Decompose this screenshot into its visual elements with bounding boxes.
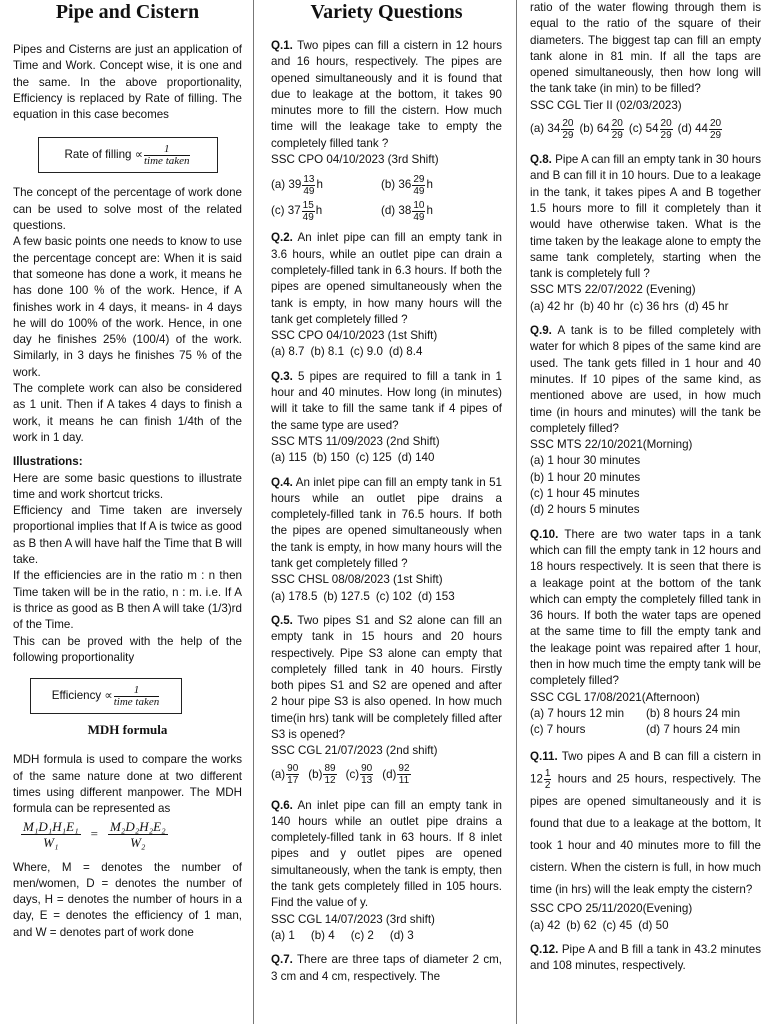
paragraph-efficiency: Efficiency and Time taken are inversely proportional implies that If A is twice as good as B then A will have half the Time that B will take.: [13, 504, 242, 567]
question-number: Q.9.: [530, 324, 552, 338]
paragraph-illustrate: Here are some basic questions to illustrate time and work shortcut tricks.: [13, 471, 242, 501]
mdh-right-fraction: $\frac{\text{M₂D₂H₂E₂}}{\text{W₂}}$: [109, 819, 166, 851]
question-text: 5 pipes are required to fill a tank in 1 hour and 40 minutes. How long (in minutes) will it take to fill the same tank if 4 pipes of the same type are used?: [271, 369, 502, 432]
question-source: SSC CGL 21/07/2023 (2nd shift): [271, 744, 438, 758]
option-c: (c) $\frac{90}{13}$: [345, 763, 373, 787]
paragraph-mdh-legend: Where, M = denotes the number of men/women, D = denotes the number of days, H = denotes the number of hours in a day, E = denotes the efficiency of 1 man, and W = denotes part of work done: [13, 860, 242, 939]
question-source: SSC CGL Tier II (02/03/2023): [530, 98, 682, 112]
question-options: [271, 760, 502, 790]
question-text: Two pipes S1 and S2 alone can fill an empty tank in 15 hours and 20 hours respectively. Pipe S3 alone can empty that completely filled tank in 40 hours. Firstly both pipes S1 and S2 are opened and after 2 hour pipe S3 is also opened. In how much time(in hrs) tank will be completely filled after S3 is opened?: [271, 613, 502, 741]
question-options: (a) 178.5 (b) 127.5 (c) 102 (d) 153: [271, 589, 455, 603]
question-1: [271, 38, 502, 224]
question-number: Q.10.: [530, 527, 559, 541]
question-number: Q.3.: [271, 369, 293, 383]
question-12: [530, 942, 761, 975]
column-theory: [13, 0, 242, 1024]
question-number: Q.2.: [271, 231, 293, 245]
paragraph-proportionality: This can be proved with the help of the following proportionality: [13, 634, 242, 664]
option-b: (b) 8 hours 24 min: [646, 706, 741, 720]
question-9: [530, 323, 761, 519]
column-questions-2: [530, 0, 761, 1024]
option-d: (d) 44 $\frac{20}{29}$: [677, 117, 722, 141]
option-c: (c) 1 hour 45 minutes: [530, 487, 640, 501]
question-source: SSC CPO 25/11/2020(Evening): [530, 902, 693, 916]
question-options: (a) 115 (b) 150 (c) 125 (d) 140: [271, 451, 435, 465]
option-d: (d) 38 $\frac{10}{49}$ h: [381, 199, 433, 223]
illustrations-heading: Illustrations:: [13, 455, 83, 469]
question-number: Q.11.: [530, 750, 558, 764]
question-options: [530, 114, 761, 144]
rate-formula-fraction: $\frac{1}{\text{time taken}}$: [144, 142, 190, 167]
question-text: There are three taps of diameter 2 cm, 3 cm and 4 cm, respectively. The: [271, 953, 502, 983]
option-b: (b) $\frac{89}{12}$: [308, 763, 336, 787]
question-text: There are two water taps in a tank which can fill the empty tank in 12 hours and 18 hours respectively. It is seen that there is a leakage point at the bottom of the tank which can empty the completely filled tank in 36 hours. If both the water taps are opened at the same time to fill the empty tank and the leakage point was repaired after 1 hour, then in how much time the empty tank will be completely filled?: [530, 527, 761, 688]
question-3: [271, 369, 502, 467]
question-options: (a) 1 (b) 4 (c) 2 (d) 3: [271, 928, 414, 942]
question-options: (a) 42 hr (b) 40 hr (c) 36 hrs (d) 45 hr: [530, 299, 729, 313]
question-number: Q.4.: [271, 475, 293, 489]
mdh-heading: MDH formula: [87, 722, 168, 738]
option-d: (d) 2 hours 5 minutes: [530, 503, 640, 517]
question-number: Q.5.: [271, 613, 293, 627]
mixed-fraction: $\frac{1}{2}$: [544, 768, 551, 792]
question-source: SSC MTS 22/10/2021(Morning): [530, 438, 693, 452]
option-b: (b) 64 $\frac{20}{29}$: [579, 117, 623, 141]
option-c: (c) 54 $\frac{20}{29}$: [628, 117, 672, 141]
option-b: (b) 36 $\frac{29}{49}$ h: [381, 173, 433, 197]
mdh-equals: =: [90, 826, 98, 842]
option-c: (c) 7 hours: [530, 723, 586, 737]
question-number: Q.1.: [271, 39, 293, 52]
question-number: Q.7.: [271, 953, 293, 967]
question-source: SSC CGL 14/07/2023 (3rd shift): [271, 912, 435, 926]
question-number: Q.8.: [530, 153, 552, 167]
option-a: (a) 1 hour 30 minutes: [530, 454, 641, 468]
question-4: [271, 475, 502, 605]
option-a: (a) 7 hours 12 min: [530, 706, 625, 720]
column-divider-1: [253, 0, 254, 1024]
question-text: ratio of the water flowing through them is equal to the ratio of the square of their diameters. The biggest tap can fill an empty tank alone in 81 min. If all the taps are opened simultaneously, then how long will the tank take (in min) to be filled?: [530, 1, 761, 96]
option-d: (d) 7 hours 24 min: [646, 723, 741, 737]
paragraph-unit-work: The complete work can also be considered as 1 unit. Then if A takes 4 days to finish a work, it means he can finish 1/4th of the work in 1 day.: [13, 382, 242, 444]
efficiency-formula-label: Efficiency ∝: [51, 688, 113, 702]
option-a: (a) 39 $\frac{13}{49}$ h: [271, 173, 323, 197]
question-11: Q.11. Two pipes A and B can fill a cistern in 12 $\frac{1}{2}$ hours and 25 hours, respectively. The pipes are opened simultaneously and it is found that due to a leakage at the bottom, It took 1 hour and 40 minutes more to fill the cistern. When the cistern is full, in how much time (in hrs) will the leak empty the cistern? SSC CPO 25/11/2020(Evening) (a) 42 (b) 62 (c) 45 (d) 50: [530, 746, 761, 934]
column-divider-2: [516, 0, 517, 1024]
efficiency-formula-fraction: $\frac{1}{\text{time taken}}$: [113, 683, 160, 708]
question-source: SSC MTS 11/09/2023 (2nd Shift): [271, 434, 440, 448]
question-options: (a) 42 (b) 62 (c) 45 (d) 50: [530, 918, 669, 932]
option-c: (c) 37 $\frac{15}{49}$ h: [271, 199, 323, 223]
option-a: (a) 34 $\frac{20}{29}$: [530, 117, 574, 141]
question-text: An inlet pipe can fill an empty tank in 3.6 hours, while an outlet pipe can drain a completely-filled tank in 6.3 hours. If both the pipes are opened simultaneously when the tank is empty, in how many hours will the tank get completely filled ?: [271, 231, 502, 326]
paragraph-mdh: MDH formula is used to compare the works of the same nature done at two different times using different manpower. The MDH formula can be represented as: [13, 753, 242, 816]
question-5: [271, 613, 502, 790]
question-number: Q.6.: [271, 798, 293, 812]
question-8: [530, 152, 761, 315]
question-10: [530, 527, 761, 739]
question-7-continued: [530, 0, 761, 144]
section-title-pipe-cistern: Pipe and Cistern: [55, 1, 200, 23]
rate-formula-label: Rate of filling ∝: [64, 148, 143, 162]
efficiency-formula-box: [30, 678, 182, 714]
question-source: SSC CGL 17/08/2021(Afternoon): [530, 690, 700, 704]
question-7: [271, 952, 502, 985]
question-text: Pipe A and B fill a tank in 43.2 minutes and 108 minutes, respectively.: [530, 943, 761, 973]
mdh-left-fraction: $\frac{\text{M₁D₁H₁E₁}}{\text{W₁}}$: [23, 819, 79, 851]
question-text: Two pipes can fill a cistern in 12 hours and 16 hours, respectively. The pipes are opened simultaneously and it is found that due to leakage at the bottom, it takes 90 minutes more to fill the cistern. How much time will the leakage take to empty the completely filled tank ?: [271, 39, 502, 150]
question-6: [271, 798, 502, 945]
question-text-end: hours and 25 hours, respectively. The pipes are opened simultaneously and it is found that due to a leakage at the bottom, It took 1 hour and 40 minutes more to fill the cistern. When the cistern is full, in how much time (in hrs) will the leak empty the cistern?: [530, 773, 761, 897]
question-source: SSC CPO 04/10/2023 (1st Shift): [271, 329, 438, 343]
question-text-start: Two pipes A and B can fill a cistern in: [561, 750, 761, 764]
question-source: SSC CPO 04/10/2023 (3rd Shift): [271, 153, 439, 167]
paragraph-percentage: The concept of the percentage of work done can be used to solve most of the related questions.: [13, 186, 242, 233]
paragraph-basic-points: A few basic points one needs to know to use the percentage concept are: When it is said that someone has done a work, it means he has done 100 % of the work. Hence, if A finishes work in 4 days, it means- in 4 days he will do 100% of the work. Hence, in one day he finishes 25% (100/4) of the work. Similarly, in 3 days he finishes 75 % of the work.: [13, 235, 242, 379]
option-b: (b) 1 hour 20 minutes: [530, 470, 641, 484]
option-a: (a) $\frac{90}{17}$: [271, 763, 299, 787]
paragraph-ratio: If the efficiencies are in the ratio m : n then Time taken will be in the ratio, n : m. i.e. If A is thrice as good as B then A will take (1/3)rd of the Time.: [13, 569, 242, 632]
section-title-variety: Variety Questions: [310, 1, 463, 23]
option-d: (d) $\frac{92}{11}$: [382, 763, 410, 787]
question-text: An inlet pipe can fill an empty tank in 140 hours while an outlet pipe drains a completely-filled tank in 63 hours. If 8 inlet pipes and y outlet pipes are opened simultaneously, when the tank is empty, then the tank gets completely filled in 105 hours. Find the value of y.: [271, 798, 502, 910]
question-options: [530, 706, 761, 739]
question-source: SSC MTS 22/07/2022 (Evening): [530, 283, 696, 297]
column-questions-1: [271, 0, 502, 1024]
intro-paragraph: Pipes and Cisterns are just an application of Time and Work. Concept wise, it is one and the same. In the above proportionality, Efficiency is replaced by Rate of filling. The equation in this case becomes: [13, 43, 242, 122]
question-text: Pipe A can fill an empty tank in 30 hours and B can fill it in 10 hours. Due to a leakage in the tank, it takes pipes A and B together 1.5 hours more to fill it completely than it would have otherwise taken. What is the time taken by the leakage alone to empty the same tank completely, starting when the tank is completely full ?: [530, 153, 761, 281]
mdh-equation: [13, 818, 242, 852]
question-options: [271, 172, 502, 224]
question-text: A tank is to be filled completely with water for which 8 pipes of the same kind are used. The tank gets filled in 1 hour and 40 minutes. If 10 pipes of the same kind, as mentioned above are used, in how much time (in hours and minutes) will the tank be completely filled?: [530, 324, 761, 435]
question-2: [271, 230, 502, 360]
question-text: An inlet pipe can fill an empty tank in 51 hours while an outlet pipe drains a completely-filled tank in 76.5 hours. If both the pipes are opened simultaneously when the tank is empty, in how many hours will the tank get completely filled ?: [271, 475, 502, 571]
question-source: SSC CHSL 08/08/2023 (1st Shift): [271, 573, 443, 587]
question-options: (a) 8.7 (b) 8.1 (c) 9.0 (d) 8.4: [271, 345, 423, 359]
rate-formula-box: [38, 137, 218, 173]
question-number: Q.12.: [530, 943, 559, 957]
